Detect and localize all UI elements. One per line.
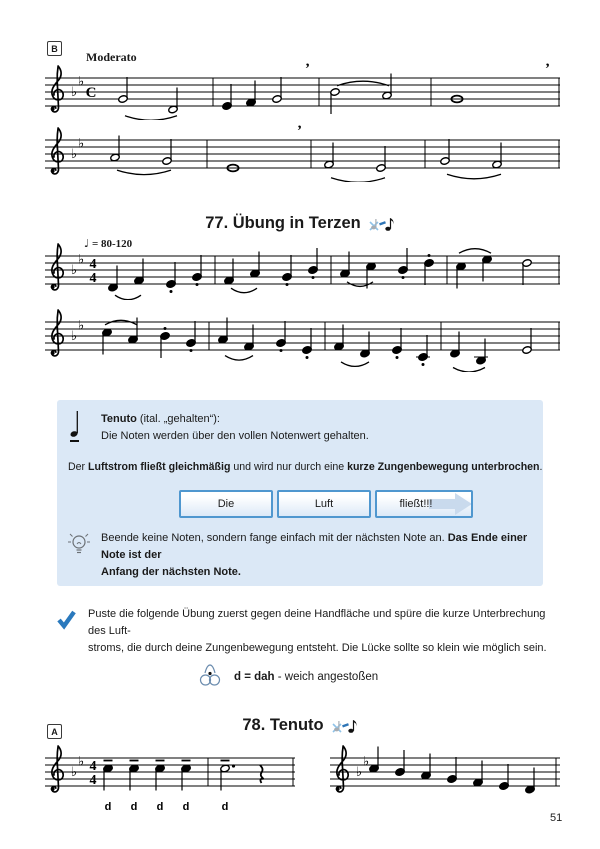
- tempo-range: ♩ = 80-120: [84, 237, 133, 250]
- svg-text:♭: ♭: [71, 263, 78, 278]
- flow-box-luft: Luft: [277, 490, 371, 518]
- quarter-note-glyph: ♩: [84, 237, 90, 250]
- svg-text:d: d: [182, 801, 190, 813]
- exercise-78-title: 78. Tenuto: [242, 716, 324, 734]
- airflow-boxes: [179, 490, 473, 518]
- svg-text:’: ’: [545, 61, 550, 77]
- svg-text:♭: ♭: [71, 765, 78, 780]
- exercise-77-title: 77. Übung in Terzen: [205, 214, 361, 232]
- svg-text:♭: ♭: [78, 252, 85, 268]
- flow-arrow-icon: [429, 493, 473, 515]
- mouth-position-icon: [198, 663, 222, 689]
- svg-text:♭: ♭: [71, 329, 78, 344]
- section-b-label: B: [47, 41, 62, 56]
- svg-text:C: C: [85, 85, 97, 101]
- svg-text:4: 4: [89, 772, 97, 788]
- articulation-legend: d = dah - weich angestoßen: [234, 671, 379, 683]
- task-text: Puste die folgende Übung zuerst gegen deine Handfläche und spüre die kurze Unterbrechung des Luft- stroms, die durch deine Zungenbewegung entsteht. Die Lücke sollte so klein wie möglich sein.: [88, 608, 547, 655]
- staff-exercise-b-line2: [45, 120, 560, 182]
- staff-exercise-77-line2: [45, 302, 560, 372]
- svg-text:d: d: [221, 801, 229, 813]
- svg-text:’: ’: [297, 123, 302, 139]
- staff-exercise-78-right: [330, 738, 560, 808]
- music-notes-icon: [369, 215, 395, 233]
- svg-text:d: d: [130, 801, 138, 813]
- tenuto-note-icon: [69, 409, 83, 445]
- svg-text:♭: ♭: [78, 318, 85, 334]
- page-number: 51: [550, 812, 563, 824]
- section-a-label: A: [47, 724, 62, 739]
- svg-text:♭: ♭: [363, 754, 370, 770]
- svg-text:♭: ♭: [78, 74, 85, 90]
- airflow-sentence: Der Luftstrom fließt gleichmäßig und wird nur durch eine kurze Zungenbewegung unterbrochen.: [68, 461, 543, 473]
- exercise-77-title-row: [0, 214, 600, 233]
- staff-exercise-b-line1: [45, 58, 560, 120]
- exercise-78-title-row: [0, 716, 600, 735]
- svg-text:4: 4: [89, 758, 97, 774]
- tip-text: Beende keine Noten, sondern fange einfach mit der nächsten Note an. Das Ende einer Note ist der Anfang der nächsten Note.: [101, 532, 528, 579]
- svg-text:4: 4: [89, 256, 97, 272]
- info-box: [57, 400, 543, 586]
- svg-text:♭: ♭: [71, 147, 78, 162]
- staff-exercise-77-line1: [45, 236, 560, 300]
- tenuto-definition: Tenuto (ital. „gehalten“): Die Noten werden über den vollen Notenwert gehalten.: [101, 413, 369, 443]
- lightbulb-icon: [67, 531, 91, 559]
- flow-box-fliesst: fließt!!!: [375, 490, 473, 518]
- svg-text:d: d: [156, 801, 164, 813]
- music-notes-icon: [332, 717, 358, 735]
- staff-exercise-78-left: [45, 738, 295, 818]
- svg-text:’: ’: [305, 61, 310, 77]
- svg-text:♭: ♭: [71, 85, 78, 100]
- flow-box-die: Die: [179, 490, 273, 518]
- tenuto-term: Tenuto: [101, 413, 137, 425]
- svg-text:♭: ♭: [78, 136, 85, 152]
- checkmark-icon: [56, 609, 77, 630]
- svg-text:4: 4: [89, 270, 97, 286]
- svg-text:♭: ♭: [78, 754, 85, 770]
- svg-text:d: d: [104, 801, 112, 813]
- tempo-marking-moderato: Moderato: [86, 50, 137, 64]
- svg-text:♭: ♭: [356, 765, 363, 780]
